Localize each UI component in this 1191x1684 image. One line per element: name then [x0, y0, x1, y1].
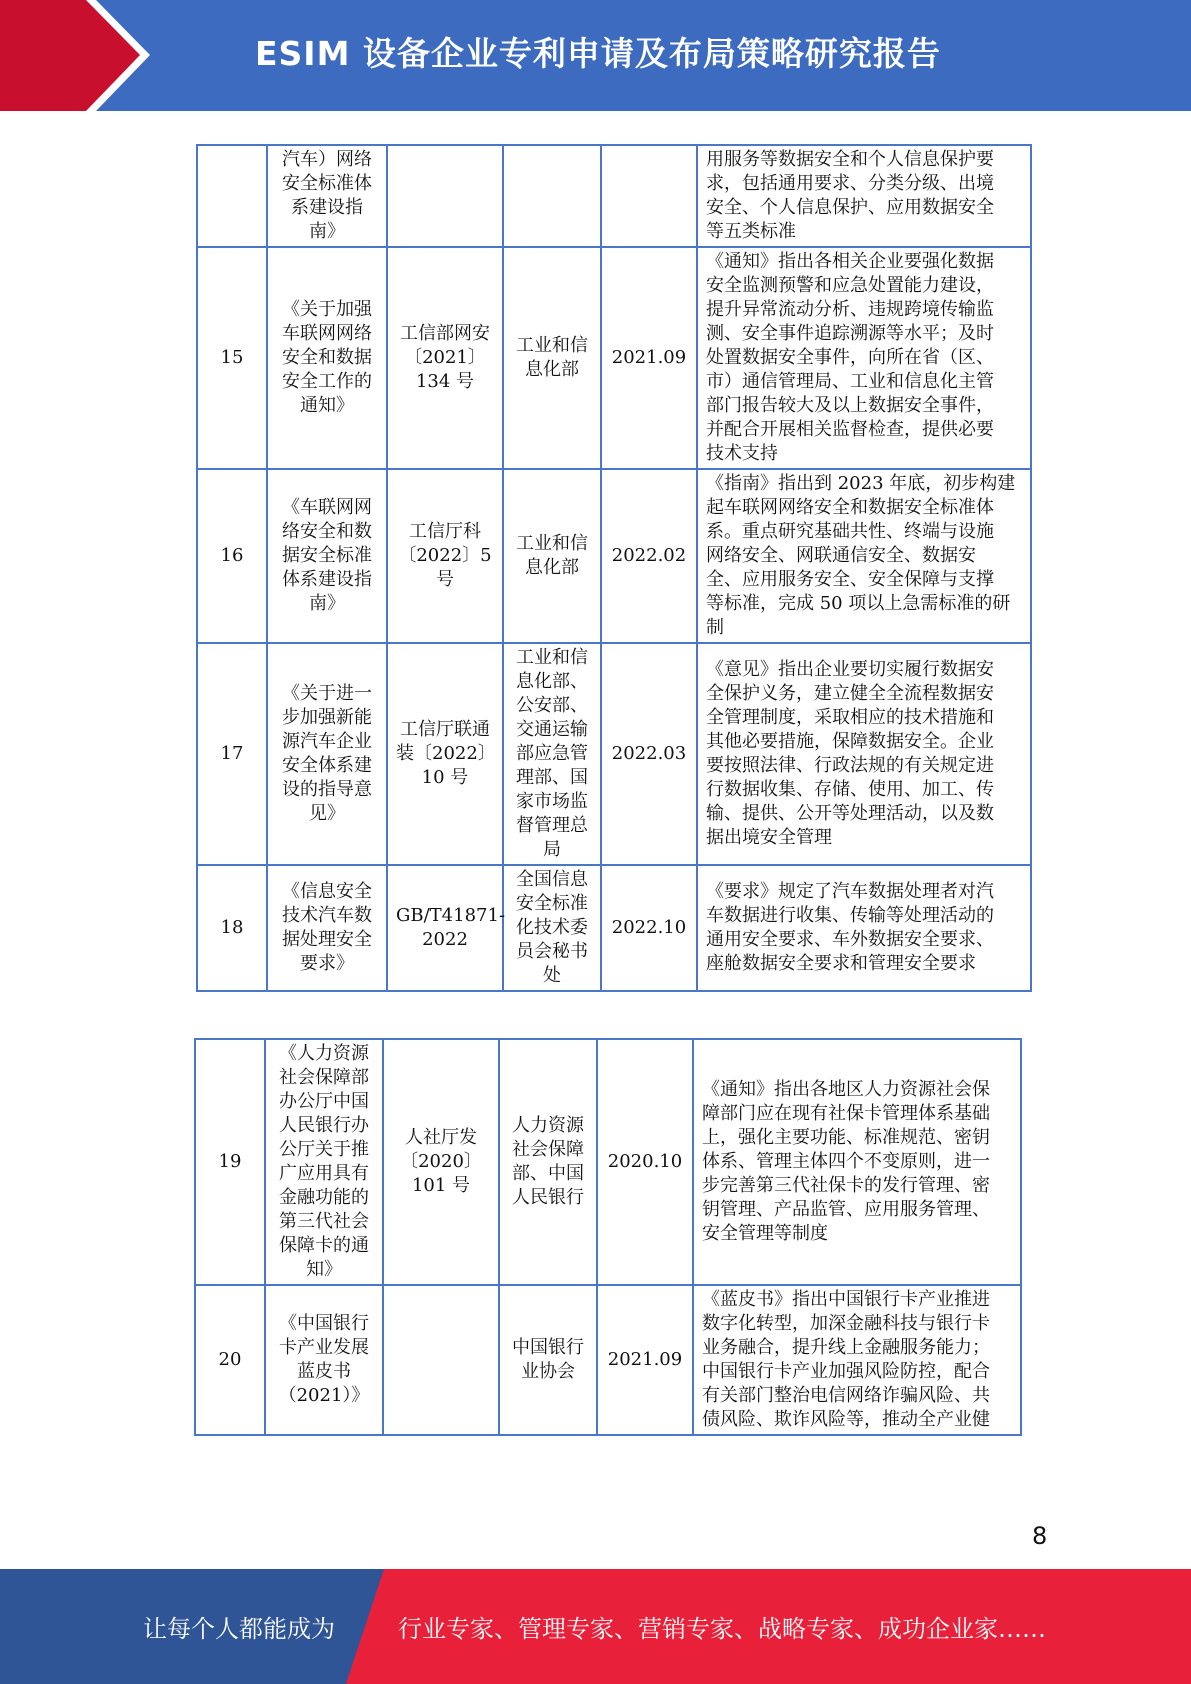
- cell-issuer: [499, 1039, 597, 1285]
- cell-line: 公厅关于推: [279, 1139, 369, 1160]
- cell-line: 数字化转型，加深金融科技与银行卡: [702, 1313, 990, 1334]
- cell-line: 《关于进一: [282, 683, 372, 704]
- cell-line: 局: [543, 839, 561, 860]
- cell-line: 工业和信: [516, 335, 588, 356]
- cell-line: 第三代社会: [279, 1211, 369, 1232]
- cell-line: 等五类标准: [706, 221, 796, 242]
- cell-line: 息化部、: [516, 671, 588, 692]
- cell-line: 《指南》指出到 2023 年底，初步构建: [706, 473, 1016, 494]
- cell-desc: [693, 1039, 1021, 1285]
- cell-line: 人民银行办: [279, 1115, 369, 1136]
- cell-line: 其他必要措施，保障数据安全。企业: [706, 731, 994, 752]
- cell-line: 134 号: [415, 371, 475, 392]
- cell-code: [387, 643, 503, 865]
- cell-line: 《中国银行: [279, 1313, 369, 1334]
- cell-desc: [697, 469, 1031, 643]
- cell-line: 等标准，完成 50 项以上急需标准的研: [706, 593, 1011, 614]
- cell-line: 有关部门整治电信网络诈骗风险、共: [702, 1385, 990, 1406]
- cell-line: 安全监测预警和应急处置能力建设，: [706, 275, 994, 296]
- cell-line: 安全工作的: [282, 371, 372, 392]
- cell-issuer: [503, 247, 601, 469]
- cell-no: 19: [195, 1039, 265, 1285]
- cell-name: [267, 643, 387, 865]
- cell-line: 车数据进行收集、传输等处理活动的: [706, 905, 994, 926]
- cell-line: 见》: [309, 803, 345, 824]
- cell-line: 工信厅科: [409, 521, 481, 542]
- cell-issuer: [503, 145, 601, 247]
- cell-line: 中国银行卡产业加强风险防控，配合: [702, 1361, 990, 1382]
- cell-date: 2020.10: [597, 1039, 693, 1285]
- cell-desc: [697, 643, 1031, 865]
- cell-line: 债风险、欺诈风险等，推动全产业健: [702, 1409, 990, 1430]
- table-row: [197, 247, 1031, 469]
- table-row: [195, 1039, 1021, 1285]
- cell-line: （2021）》: [278, 1385, 370, 1406]
- cell-line: 安全和数据: [282, 347, 372, 368]
- cell-line: 〔2022〕5: [398, 545, 492, 566]
- cell-name: [267, 865, 387, 991]
- cell-line: 部应急管: [516, 743, 588, 764]
- cell-line: 用服务等数据安全和个人信息保护要: [706, 149, 994, 170]
- cell-line: 社会保障: [512, 1139, 584, 1160]
- cell-line: 输、提供、公开等处理活动，以及数: [706, 803, 994, 824]
- cell-no: 18: [197, 865, 267, 991]
- cell-line: 号: [436, 569, 454, 590]
- cell-line: 〔2020〕: [400, 1151, 482, 1172]
- cell-date: [601, 145, 697, 247]
- cell-name: [265, 1039, 383, 1285]
- cell-line: 《通知》指出各相关企业要强化数据: [706, 251, 994, 272]
- cell-name: [267, 469, 387, 643]
- footer-slogan-right: 行业专家、管理专家、营销专家、战略专家、成功企业家……: [398, 1615, 1046, 1643]
- cell-line: 求，包括通用要求、分类分级、出境: [706, 173, 994, 194]
- cell-line: 测、安全事件追踪溯源等水平；及时: [706, 323, 994, 344]
- cell-code: [383, 1285, 499, 1435]
- cell-line: 据出境安全管理: [706, 827, 832, 848]
- cell-line: 金融功能的: [279, 1187, 369, 1208]
- cell-line: 网络安全、网联通信安全、数据安: [706, 545, 976, 566]
- cell-line: 全国信息: [516, 869, 588, 890]
- cell-date: 2021.09: [601, 247, 697, 469]
- cell-no: 15: [197, 247, 267, 469]
- regulations-table-continued: [196, 144, 1032, 992]
- cell-line: 安全管理等制度: [702, 1223, 828, 1244]
- cell-line: 上，强化主要功能、标准规范、密钥: [702, 1127, 990, 1148]
- cell-no: 16: [197, 469, 267, 643]
- cell-no: [197, 145, 267, 247]
- cell-line: 车联网网络: [282, 323, 372, 344]
- table-row: [197, 643, 1031, 865]
- cell-line: 人力资源: [512, 1115, 584, 1136]
- cell-line: 行数据收集、存储、使用、加工、传: [706, 779, 994, 800]
- cell-line: 全保护义务，建立健全全流程数据安: [706, 683, 994, 704]
- cell-line: 工业和信: [516, 533, 588, 554]
- cell-no: 20: [195, 1285, 265, 1435]
- cell-line: 提升异常流动分析、违规跨境传输监: [706, 299, 994, 320]
- cell-line: 《意见》指出企业要切实履行数据安: [706, 659, 994, 680]
- cell-line: GB/T41871-: [396, 905, 506, 926]
- cell-line: 技术支持: [706, 443, 778, 464]
- cell-line: 步完善第三代社保卡的发行管理、密: [702, 1175, 990, 1196]
- cell-line: 保障卡的通: [279, 1235, 369, 1256]
- cell-line: 体系建设指: [282, 569, 372, 590]
- cell-date: 2022.03: [601, 643, 697, 865]
- cell-line: 汽车）网络: [282, 149, 372, 170]
- cell-line: 蓝皮书: [297, 1361, 351, 1382]
- cell-date: 2022.10: [601, 865, 697, 991]
- cell-line: 交通运输: [516, 719, 588, 740]
- cell-line: 全管理制度，采取相应的技术措施和: [706, 707, 994, 728]
- cell-line: 障部门应在现有社保卡管理体系基础: [702, 1103, 990, 1124]
- cell-line: 部门报告较大及以上数据安全事件，: [706, 395, 994, 416]
- cell-line: 《要求》规定了汽车数据处理者对汽: [706, 881, 994, 902]
- cell-issuer: [503, 865, 601, 991]
- cell-desc: [697, 865, 1031, 991]
- header-title: ESIM 设备企业专利申请及布局策略研究报告: [255, 34, 941, 73]
- cell-line: 2022: [422, 929, 468, 950]
- page-number: 8: [1032, 1522, 1048, 1550]
- cell-line: 处: [543, 965, 561, 986]
- cell-line: 据处理安全: [282, 929, 372, 950]
- cell-line: 中国银行: [512, 1337, 584, 1358]
- cell-line: 体系、管理主体四个不变原则，进一: [702, 1151, 990, 1172]
- cell-line: 系。重点研究基础共性、终端与设施: [706, 521, 994, 542]
- cell-line: 家市场监: [516, 791, 588, 812]
- cell-desc: [697, 247, 1031, 469]
- cell-code: [387, 865, 506, 991]
- cell-line: 《人力资源: [279, 1043, 369, 1064]
- cell-date: 2022.02: [601, 469, 697, 643]
- cell-line: 《蓝皮书》指出中国银行卡产业推进: [702, 1289, 990, 1310]
- cell-date: 2021.09: [597, 1285, 693, 1435]
- cell-issuer: [503, 469, 601, 643]
- cell-line: 息化部: [525, 359, 579, 380]
- cell-line: 工业和信: [516, 647, 588, 668]
- cell-line: 理部、国: [516, 767, 588, 788]
- table-row: [197, 865, 1031, 991]
- cell-line: 要按照法律、行政法规的有关规定进: [706, 755, 994, 776]
- cell-line: 101 号: [411, 1175, 471, 1196]
- cell-line: 业协会: [521, 1361, 575, 1382]
- cell-line: 系建设指: [291, 197, 363, 218]
- cell-line: 公安部、: [516, 695, 588, 716]
- cell-line: 业务融合，提升线上金融服务能力；: [702, 1337, 990, 1358]
- cell-line: 部、中国: [512, 1163, 584, 1184]
- cell-line: 督管理总: [516, 815, 588, 836]
- cell-line: 《信息安全: [282, 881, 372, 902]
- cell-code: [387, 247, 503, 469]
- cell-code: [387, 145, 503, 247]
- cell-line: 社会保障部: [279, 1067, 369, 1088]
- table-row: [195, 1285, 1021, 1435]
- page-header: [0, 0, 1191, 111]
- cell-line: 安全、个人信息保护、应用数据安全: [706, 197, 994, 218]
- cell-line: 南》: [309, 593, 345, 614]
- cell-line: 广应用具有: [279, 1163, 369, 1184]
- cell-line: 工信厅联通: [400, 719, 490, 740]
- cell-issuer: [499, 1285, 597, 1435]
- cell-line: 装〔2022〕: [396, 743, 496, 764]
- cell-line: 络安全和数: [282, 521, 372, 542]
- cell-line: 化技术委: [516, 917, 588, 938]
- cell-line: 全、应用服务安全、安全保障与支撑: [706, 569, 994, 590]
- cell-line: 《车联网网: [282, 497, 372, 518]
- cell-name: [267, 145, 387, 247]
- cell-name: [265, 1285, 383, 1435]
- cell-desc: [697, 145, 1031, 247]
- cell-line: 通用安全要求、车外数据安全要求、: [706, 929, 994, 950]
- cell-line: 人社厅发: [405, 1127, 477, 1148]
- cell-line: 座舱数据安全要求和管理安全要求: [706, 953, 976, 974]
- cell-line: 制: [706, 617, 724, 638]
- cell-line: 10 号: [421, 767, 469, 788]
- cell-line: 设的指导意: [282, 779, 372, 800]
- cell-line: 钥管理、产品监管、应用服务管理、: [702, 1199, 990, 1220]
- cell-line: 南》: [309, 221, 345, 242]
- cell-line: 通知》: [300, 395, 354, 416]
- cell-line: 市）通信管理局、工业和信息化主管: [706, 371, 994, 392]
- cell-line: 安全标准体: [282, 173, 372, 194]
- cell-line: 处置数据安全事件，向所在省（区、: [706, 347, 994, 368]
- cell-line: 工信部网安: [400, 323, 490, 344]
- cell-line: 并配合开展相关监督检查，提供必要: [706, 419, 994, 440]
- cell-line: 要求》: [300, 953, 354, 974]
- cell-issuer: [503, 643, 601, 865]
- cell-line: 知》: [306, 1259, 342, 1280]
- cell-no: 17: [197, 643, 267, 865]
- cell-code: [383, 1039, 499, 1285]
- table-row: [197, 469, 1031, 643]
- cell-line: 卡产业发展: [279, 1337, 369, 1358]
- cell-line: 起车联网网络安全和数据安全标准体: [706, 497, 994, 518]
- cell-line: 办公厅中国: [279, 1091, 369, 1112]
- cell-line: 源汽车企业: [282, 731, 372, 752]
- regulations-table-page-bottom: [194, 1038, 1022, 1436]
- cell-line: 《关于加强: [282, 299, 372, 320]
- cell-line: 员会秘书: [516, 941, 588, 962]
- cell-line: 步加强新能: [282, 707, 372, 728]
- cell-line: 〔2021〕: [404, 347, 486, 368]
- header-chevron-icon: [0, 0, 160, 111]
- cell-line: 人民银行: [512, 1187, 584, 1208]
- cell-line: 技术汽车数: [282, 905, 372, 926]
- cell-line: 《通知》指出各地区人力资源社会保: [702, 1079, 990, 1100]
- cell-line: 据安全标准: [282, 545, 372, 566]
- cell-line: 息化部: [525, 557, 579, 578]
- cell-desc: [693, 1285, 1021, 1435]
- footer-slogan-left: 让每个人都能成为: [143, 1615, 335, 1643]
- table-row: [197, 145, 1031, 247]
- cell-line: 安全体系建: [282, 755, 372, 776]
- cell-line: 安全标准: [516, 893, 588, 914]
- page-footer: [0, 1569, 1191, 1684]
- cell-code: [387, 469, 503, 643]
- cell-name: [267, 247, 387, 469]
